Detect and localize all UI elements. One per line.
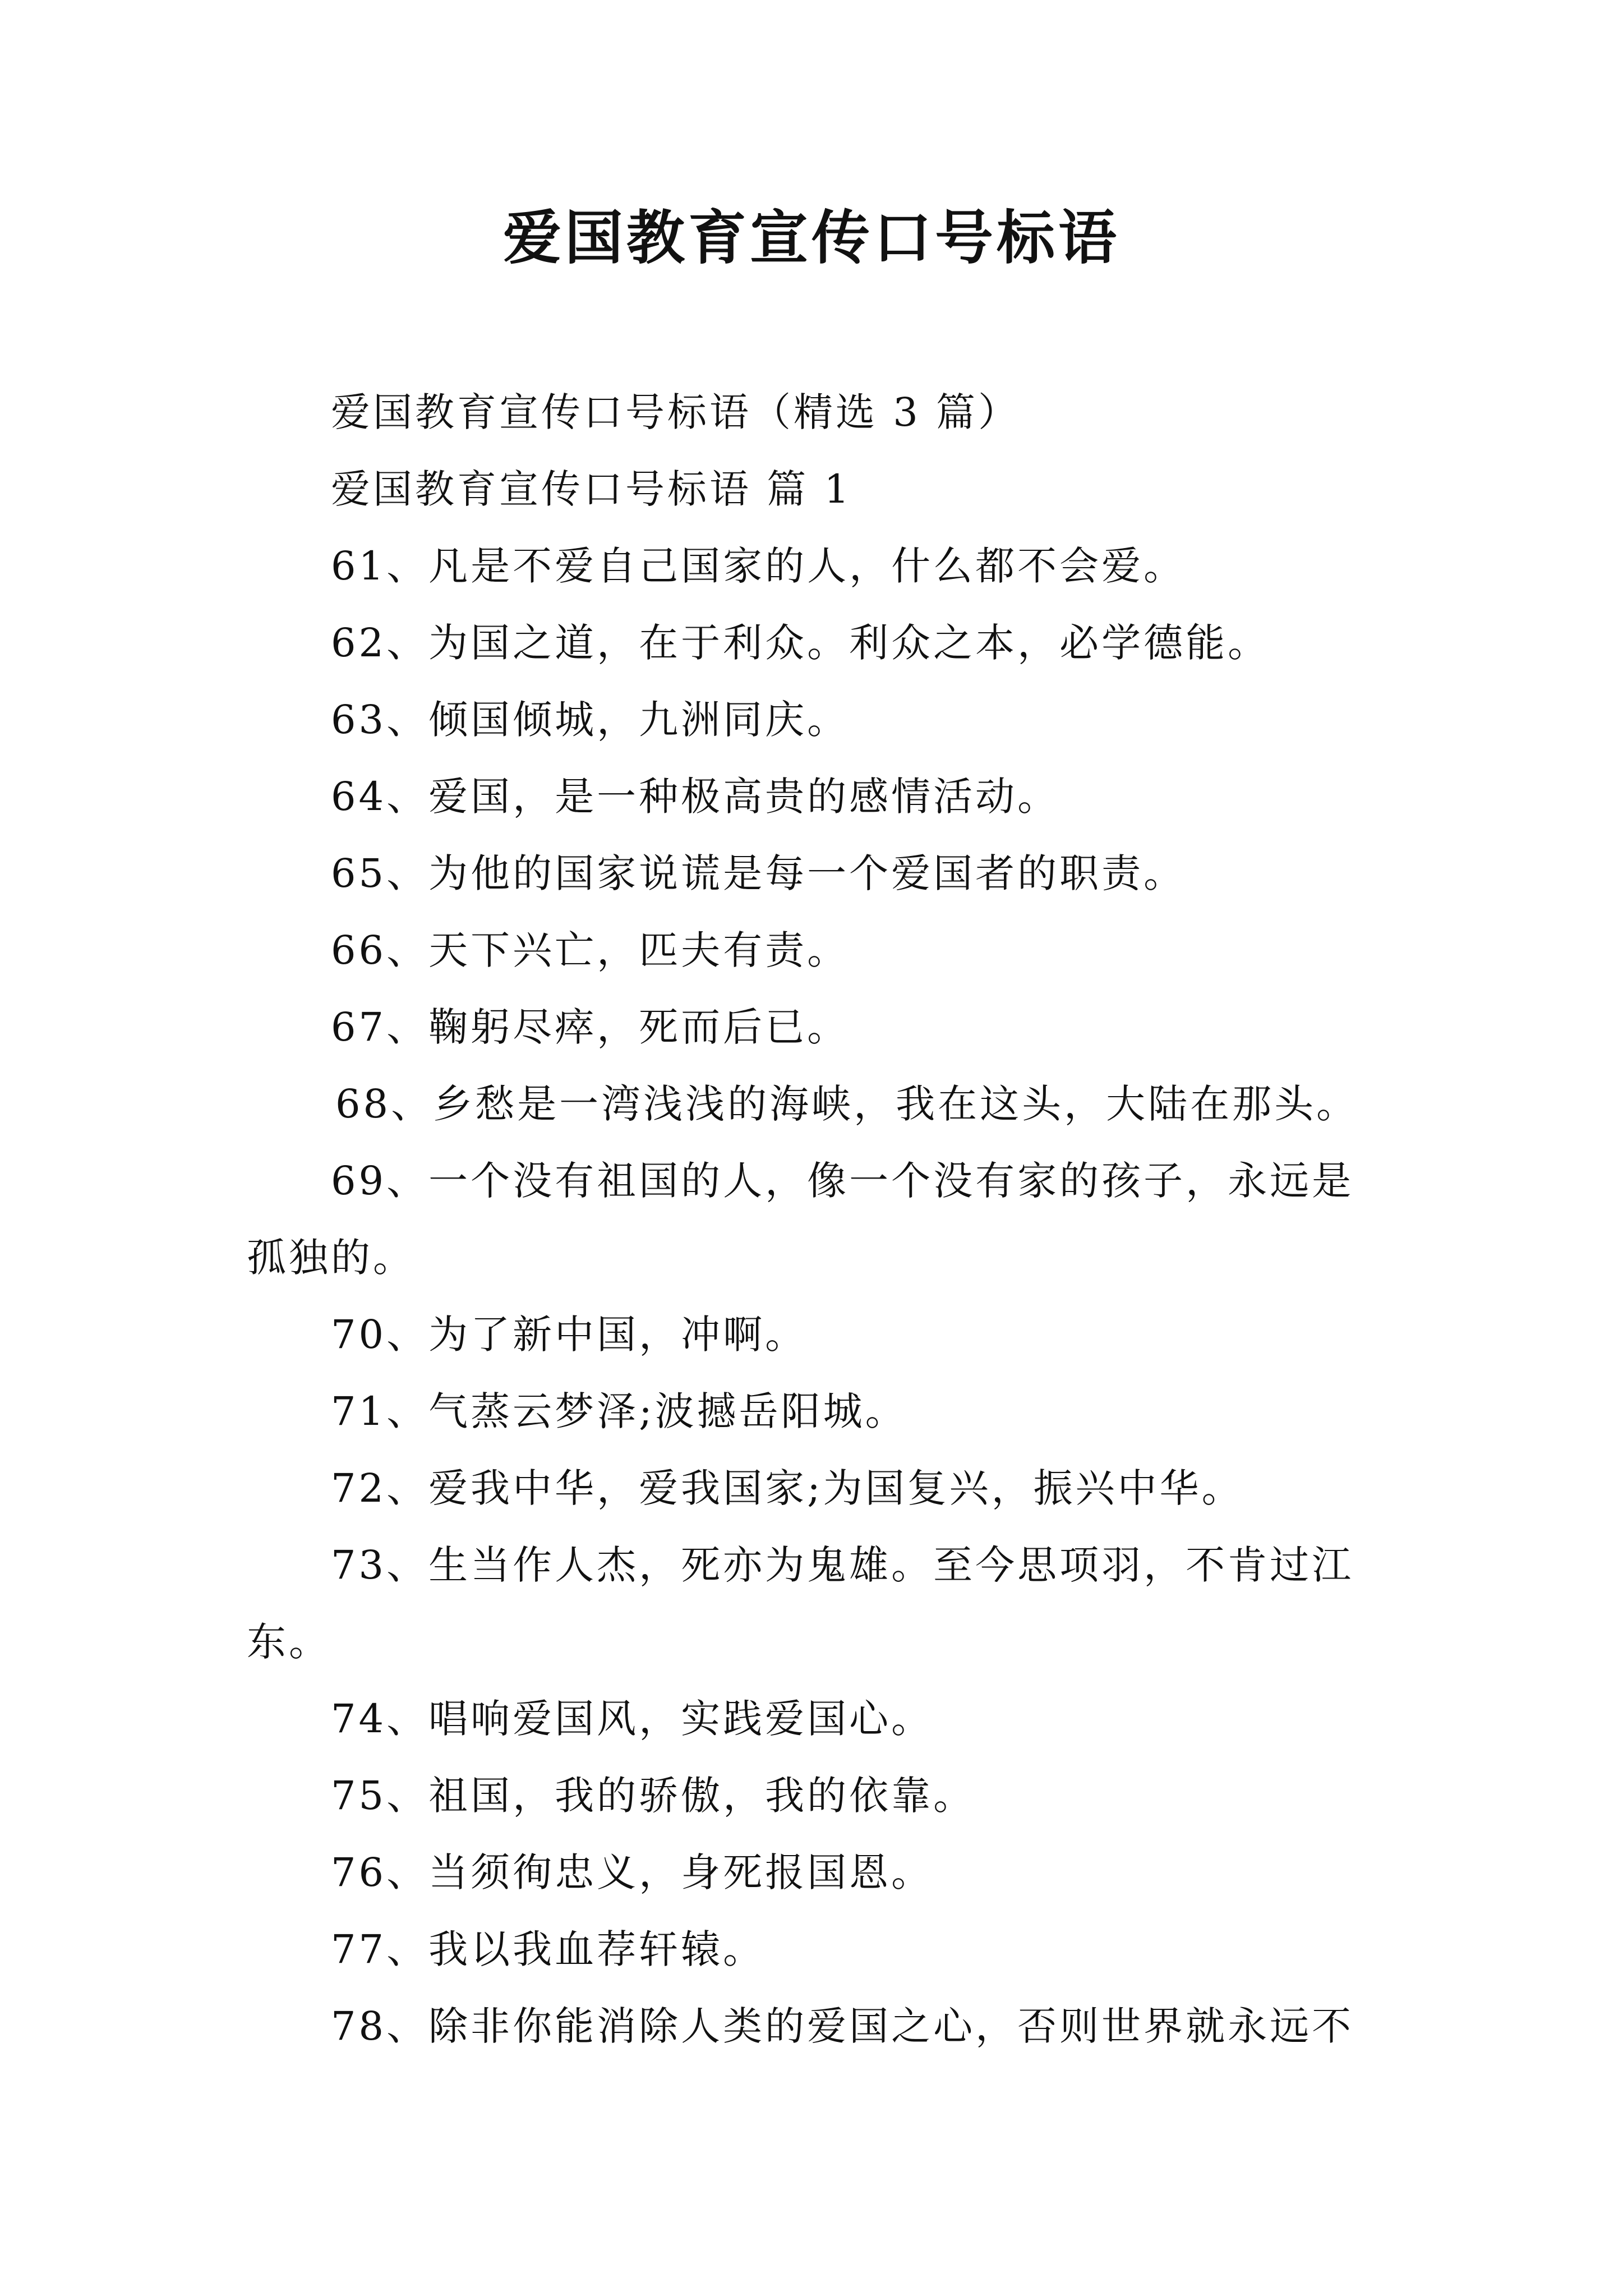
slogan-line: 73、生当作人杰，死亦为鬼雄。至今思项羽，不肯过江 [331, 1542, 1354, 1588]
slogan-line: 65、为他的国家说谎是每一个爱国者的职责。 [331, 850, 1186, 896]
slogan-line: 77、我以我血荐轩辕。 [331, 1926, 766, 1972]
slogan-line: 76、当须徇忠义，身死报国恩。 [331, 1849, 934, 1895]
slogan-line: 63、倾国倾城，九洲同庆。 [331, 697, 850, 743]
slogan-line-continuation: 东。 [247, 1619, 331, 1665]
document-subtitle: 爱国教育宣传口号标语（精选 3 篇） [331, 389, 1021, 435]
slogan-line: 69、一个没有祖国的人，像一个没有家的孩子，永远是 [331, 1158, 1354, 1204]
section-heading: 爱国教育宣传口号标语 篇 1 [331, 466, 852, 512]
document-title: 爱国教育宣传口号标语 [502, 203, 1120, 272]
slogan-line: 67、鞠躬尽瘁，死而后已。 [331, 1004, 850, 1050]
slogan-line: 68、乡愁是一湾浅浅的海峡，我在这头，大陆在那头。 [335, 1081, 1359, 1127]
slogan-line: 72、爱我中华，爱我国家;为国复兴，振兴中华。 [331, 1465, 1244, 1511]
slogan-line: 61、凡是不爱自己国家的人，什么都不会爱。 [331, 543, 1186, 589]
slogan-line: 74、唱响爱国风，实践爱国心。 [331, 1696, 934, 1742]
slogan-line: 78、除非你能消除人类的爱国之心，否则世界就永远不 [331, 2003, 1354, 2049]
slogan-line: 71、气蒸云梦泽;波撼岳阳城。 [331, 1388, 907, 1434]
slogan-line: 64、爱国，是一种极高贵的感情活动。 [331, 774, 1060, 820]
slogan-line: 70、为了新中国，冲啊。 [331, 1312, 808, 1358]
slogan-line: 66、天下兴亡，匹夫有责。 [331, 927, 850, 973]
slogan-line-continuation: 孤独的。 [247, 1235, 415, 1281]
slogan-line: 75、祖国，我的骄傲，我的依靠。 [331, 1773, 976, 1819]
slogan-line: 62、为国之道，在于利众。利众之本，必学德能。 [331, 620, 1270, 666]
